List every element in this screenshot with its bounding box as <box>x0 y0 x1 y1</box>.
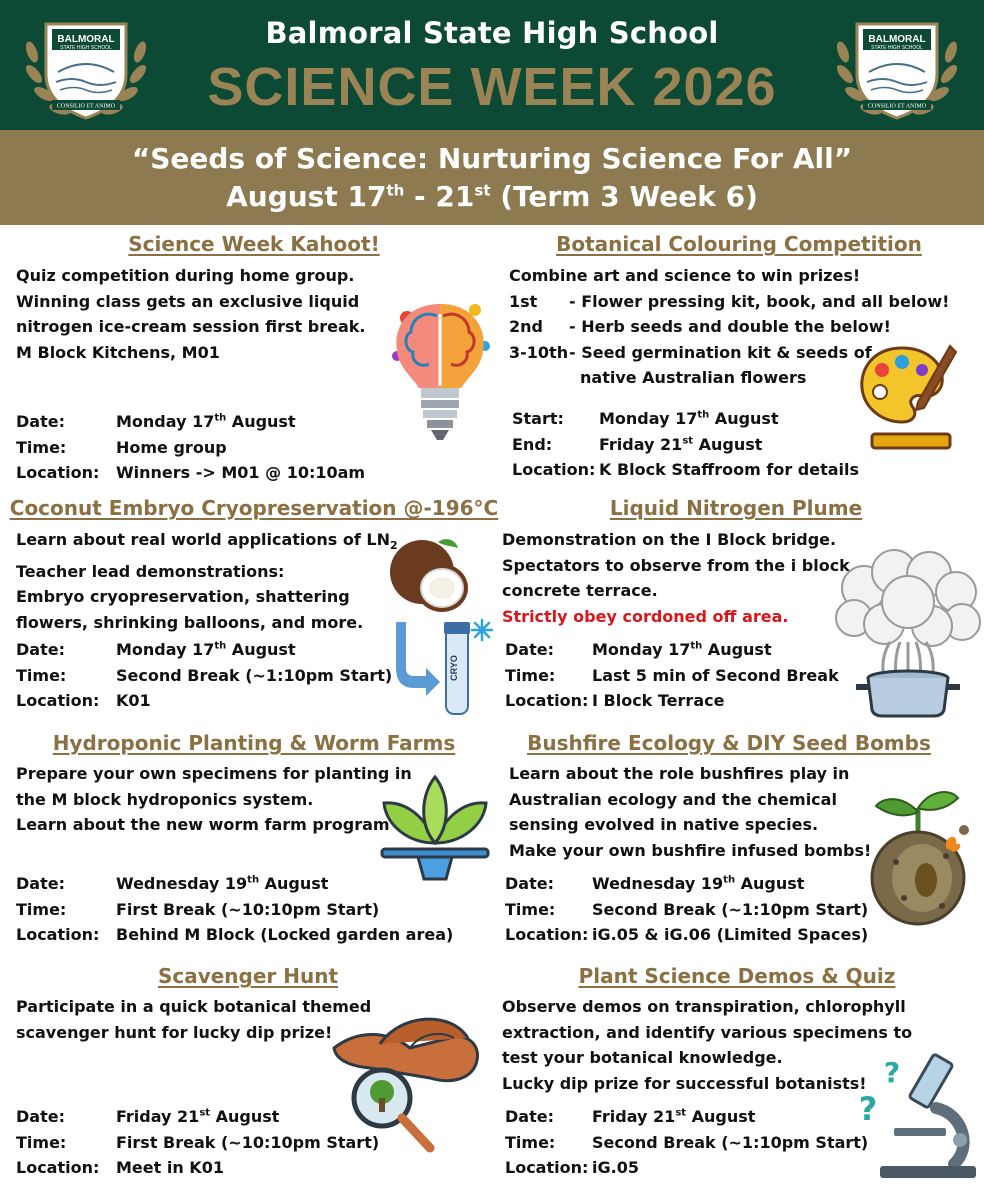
crest-icon <box>833 12 961 124</box>
event-time: Home group <box>116 437 227 457</box>
svg-text:CONSILIO ET ANIMO: CONSILIO ET ANIMO <box>56 103 116 110</box>
hat-magnifier-icon <box>330 1008 490 1158</box>
svg-text:CONSILIO ET ANIMO: CONSILIO ET ANIMO <box>867 103 927 110</box>
prize-row: 1st - Flower pressing kit, book, and all below! <box>509 291 950 311</box>
card-description: Combine art and science to win prizes! 1st - Flower pressing kit, book, and all below! 2nd - Herb seeds and double the below! 3-10th - Seed germination kit & seeds of native Australian flowers <box>509 266 950 388</box>
hydroponic-plant-icon <box>378 773 493 883</box>
theme-title: “Seeds of Science: Nurturing Science For All” <box>131 142 853 175</box>
card-details: Start: Monday 17th August End: Friday 21st August Location: K Block Staffroom for details <box>512 406 859 483</box>
event-date: Wednesday 19th August <box>116 874 329 893</box>
paint-palette-icon <box>858 340 958 455</box>
card-title: Science Week Kahoot! <box>128 232 380 256</box>
card-description: Learn about the role bushfires play in Australian ecology and the chemical sensing evolved in native species. Make your own bushfire infused bombs! <box>509 764 872 860</box>
header <box>0 0 984 130</box>
card-title: Hydroponic Planting & Worm Farms <box>52 731 456 755</box>
card-description: Prepare your own specimens for planting in the M block hydroponics system. Learn about the new worm farm program <box>16 764 412 835</box>
theme-banner <box>0 130 984 225</box>
card-description: Quiz competition during home group. Winning class gets an exclusive liquid nitrogen ice-cream session first break. M Block Kitchens, M01 <box>16 266 366 362</box>
svg-text:STATE HIGH SCHOOL: STATE HIGH SCHOOL <box>60 45 112 51</box>
event-time: First Break (~10:10pm Start) <box>116 1132 380 1152</box>
event-date: Friday 21st August <box>116 1107 280 1126</box>
card-title: Coconut Embryo Cryopreservation @-196°C <box>9 496 499 520</box>
event-location: iG.05 & iG.06 (Limited Spaces) <box>592 925 869 945</box>
event-location: K01 <box>116 691 151 711</box>
nitrogen-cloud-icon <box>834 548 984 718</box>
event-date: Monday 17th August <box>592 640 772 659</box>
card-details: Date: Wednesday 19th August Time: First Break (~10:10pm Start) Location: Behind M Block (Locked garden area) <box>16 871 453 948</box>
event-location: Meet in K01 <box>116 1158 224 1178</box>
event-time: Second Break (~1:10pm Start) <box>116 665 393 685</box>
event-date: Monday 17th August <box>116 412 296 431</box>
prize-row: 2nd - Herb seeds and double the below! <box>509 317 891 337</box>
event-location: iG.05 <box>592 1158 639 1178</box>
event-end: Friday 21st August <box>599 434 763 454</box>
card-details: Date: Monday 17th August Time: Second Break (~1:10pm Start) Location: K01 <box>16 637 392 714</box>
event-dates: August 17th - 21st (Term 3 Week 6) <box>226 180 758 213</box>
school-name: Balmoral State High School <box>265 16 719 50</box>
cryo-vial-icon <box>396 616 496 716</box>
card-details: Date: Monday 17th August Time: Home group Location: Winners -> M01 @ 10:10am <box>16 409 365 486</box>
card-details: Date: Friday 21st August Time: Second Break (~1:10pm Start) Location: iG.05 <box>505 1104 868 1181</box>
card-details: Date: Monday 17th August Time: Last 5 min of Second Break Location: I Block Terrace <box>505 637 839 714</box>
event-title: SCIENCE WEEK 2026 <box>207 57 777 117</box>
card-description: Observe demos on transpiration, chlorophyll extraction, and identify various specimens to test your botanical knowledge. Lucky dip prize for successful botanists! <box>502 997 913 1093</box>
card-title: Liquid Nitrogen Plume <box>609 496 863 520</box>
card-description: Participate in a quick botanical themed scavenger hunt for lucky dip prize! <box>16 997 372 1042</box>
svg-text:BALMORAL: BALMORAL <box>57 34 115 45</box>
card-details: Date: Wednesday 19th August Time: Second Break (~1:10pm Start) Location: iG.05 & iG.06 (Limited Spaces) <box>505 871 868 948</box>
event-date: Wednesday 19th August <box>592 874 805 893</box>
event-location: K Block Staffroom for details <box>599 460 860 480</box>
microscope-icon <box>850 1052 980 1182</box>
card-description: Demonstration on the I Block bridge. Spectators to observe from the i block concrete terrace. Strictly obey cordoned off area. <box>502 527 850 629</box>
warning-text: Strictly obey cordoned off area. <box>502 606 789 626</box>
event-date: Friday 21st August <box>592 1107 756 1126</box>
card-title: Botanical Colouring Competition <box>556 232 922 256</box>
event-time: First Break (~10:10pm Start) <box>116 899 380 919</box>
seed-bomb-icon <box>866 778 976 938</box>
card-details: Date: Friday 21st August Time: First Break (~10:10pm Start) Location: Meet in K01 <box>16 1104 379 1181</box>
svg-text:?: ? <box>858 1090 878 1128</box>
card-title: Plant Science Demos & Quiz <box>578 964 896 988</box>
lightbulb-brain-icon <box>385 296 495 446</box>
svg-text:CRYO: CRYO <box>449 655 459 681</box>
card-description: Learn about real world applications of $LN_2$ Teacher lead demonstrations: Embryo cryopreservation, shattering flowers, shrinking balloons, and more. <box>16 530 398 632</box>
event-time: Second Break (~1:10pm Start) <box>592 899 869 919</box>
svg-text:?: ? <box>883 1056 901 1089</box>
coconut-icon <box>386 530 476 620</box>
event-time: Last 5 min of Second Break <box>592 665 839 685</box>
card-title: Scavenger Hunt <box>157 964 339 988</box>
event-start: Monday 17th August <box>599 409 779 428</box>
prize-row: 3-10th - Seed germination kit & seeds of <box>509 342 872 362</box>
event-location: Behind M Block (Locked garden area) <box>116 925 454 945</box>
event-time: Second Break (~1:10pm Start) <box>592 1132 869 1152</box>
event-date: Monday 17th August <box>116 640 296 659</box>
event-location: I Block Terrace <box>592 691 725 711</box>
svg-text:BALMORAL: BALMORAL <box>868 34 926 45</box>
svg-text:STATE HIGH SCHOOL: STATE HIGH SCHOOL <box>871 45 923 51</box>
event-location: Winners -> M01 @ 10:10am <box>116 463 366 483</box>
card-title: Bushfire Ecology & DIY Seed Bombs <box>527 731 931 755</box>
